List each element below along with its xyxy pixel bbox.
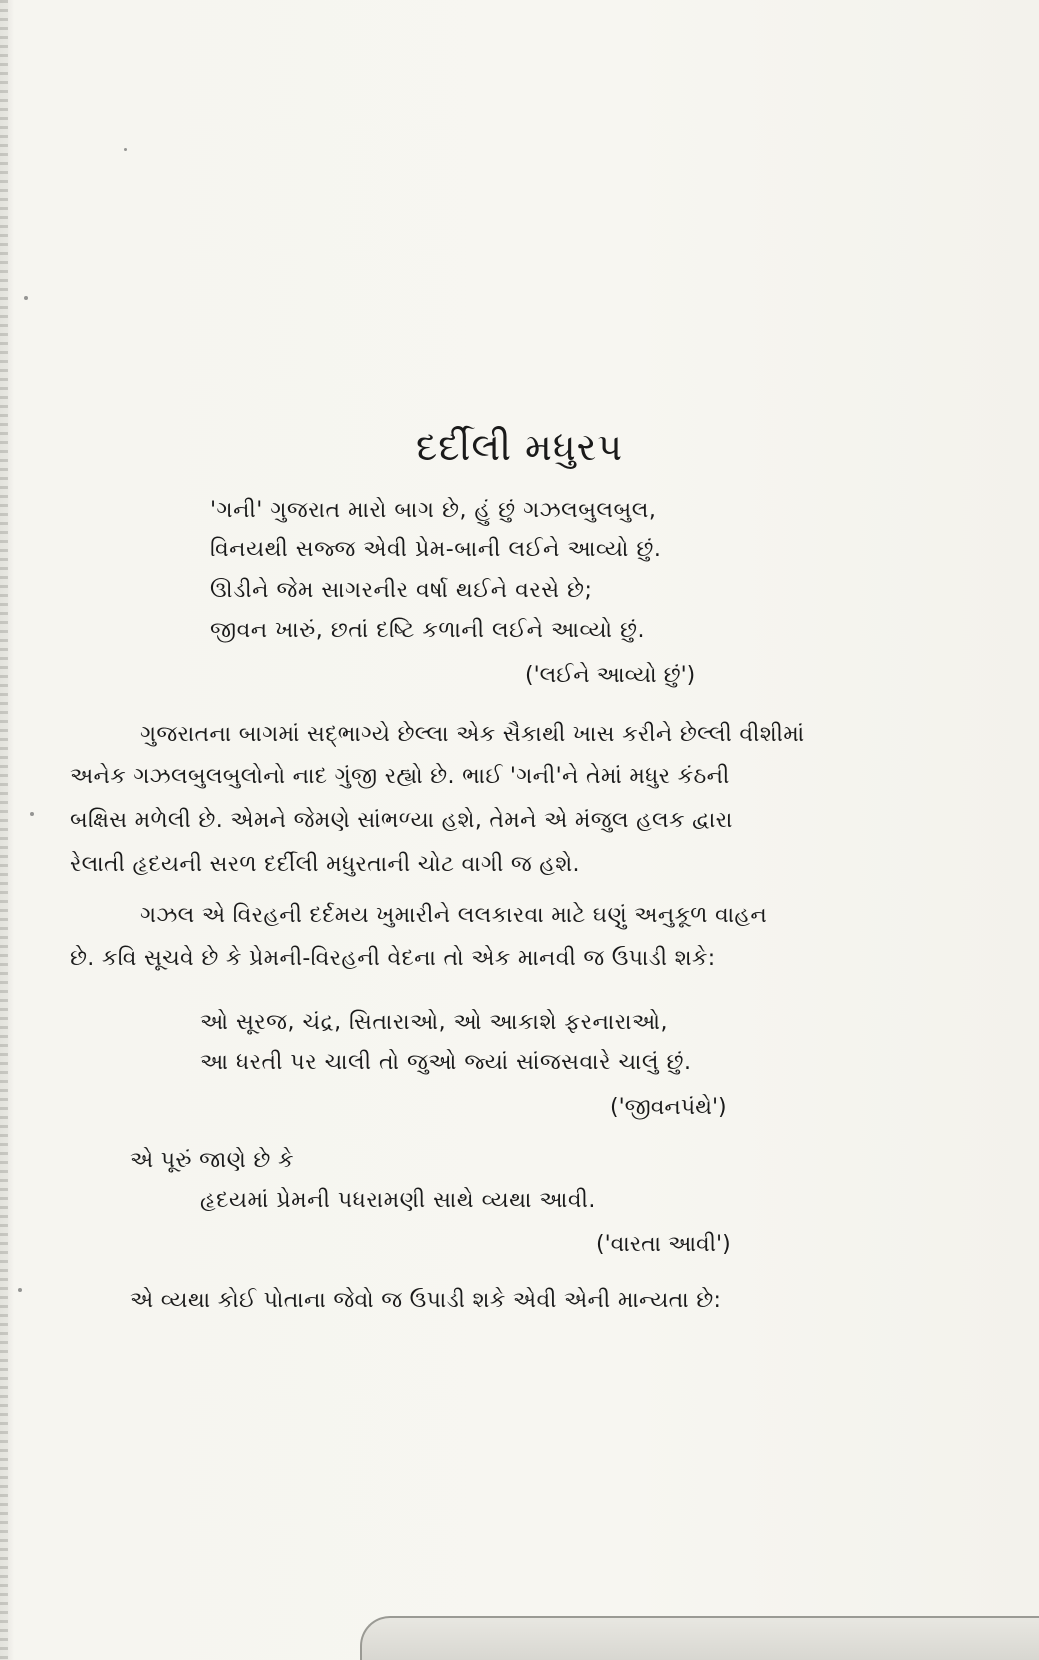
verse-source: ('જીવનપંથે'): [610, 1095, 727, 1120]
page-curl: [360, 1616, 1039, 1660]
print-speck: [18, 1288, 22, 1292]
paragraph-line: અનેક ગઝલબુલબુલોનો નાદ ગુંજી રહ્યો છે. ભાઈ 'ગની'ને તેમાં મધુર કંઠની: [70, 764, 730, 789]
binding-edge: [0, 0, 8, 1660]
print-speck: [30, 812, 34, 816]
verse-line: હૃદયમાં પ્રેમની પધરામણી સાથે વ્યથા આવી.: [200, 1188, 596, 1213]
verse-source: ('વારતા આવી'): [596, 1232, 731, 1257]
paragraph-line: રેલાતી હૃદયની સરળ દર્દીલી મધુરતાની ચોટ વાગી જ હશે.: [70, 852, 580, 877]
paragraph-line: એ પૂરું જાણે છે કે: [130, 1148, 294, 1173]
verse-line: 'ગની' ગુજરાત મારો બાગ છે, હું છું ગઝલબુલબુલ,: [210, 498, 657, 523]
page-title: દર્દીલી મધુરપ: [416, 425, 623, 469]
verse-source: ('લઈને આવ્યો છું'): [525, 663, 696, 688]
verse-line: જીવન ખારું, છતાં દષ્ટિ કળાની લઈને આવ્યો છું.: [210, 618, 645, 643]
verse-line: ઊડીને જેમ સાગરનીર વર્ષા થઈને વરસે છે;: [210, 578, 593, 603]
paragraph-line: ગઝલ એ વિરહની દર્દમય ખુમારીને લલકારવા માટે ઘણું અનુકૂળ વાહન: [140, 903, 768, 928]
verse-line: આ ધરતી પર ચાલી તો જુઓ જ્યાં સાંજસવારે ચાલું છું.: [200, 1050, 692, 1075]
print-speck: [124, 148, 127, 151]
paragraph-line: એ વ્યથા કોઈ પોતાના જેવો જ ઉપાડી શકે એવી એની માન્યતા છે:: [130, 1288, 722, 1313]
paragraph-line: બક્ષિસ મળેલી છે. એમને જેમણે સાંભળ્યા હશે, તેમને એ મંજુલ હલક દ્વારા: [70, 808, 733, 833]
print-speck: [24, 296, 28, 300]
paragraph-line: ગુજરાતના બાગમાં સદ્‌ભાગ્યે છેલ્લા એક સૈકાથી ખાસ કરીને છેલ્લી વીશીમાં: [140, 722, 805, 747]
paragraph-line: છે. કવિ સૂચવે છે કે પ્રેમની-વિરહની વેદના તો એક માનવી જ ઉપાડી શકે:: [70, 946, 716, 971]
verse-line: ઓ સૂરજ, ચંદ્ર, સિતારાઓ, ઓ આકાશે ફરનારાઓ,: [200, 1010, 669, 1035]
verse-line: વિનયથી સજ્જ એવી પ્રેમ-બાની લઈને આવ્યો છું.: [210, 537, 662, 562]
